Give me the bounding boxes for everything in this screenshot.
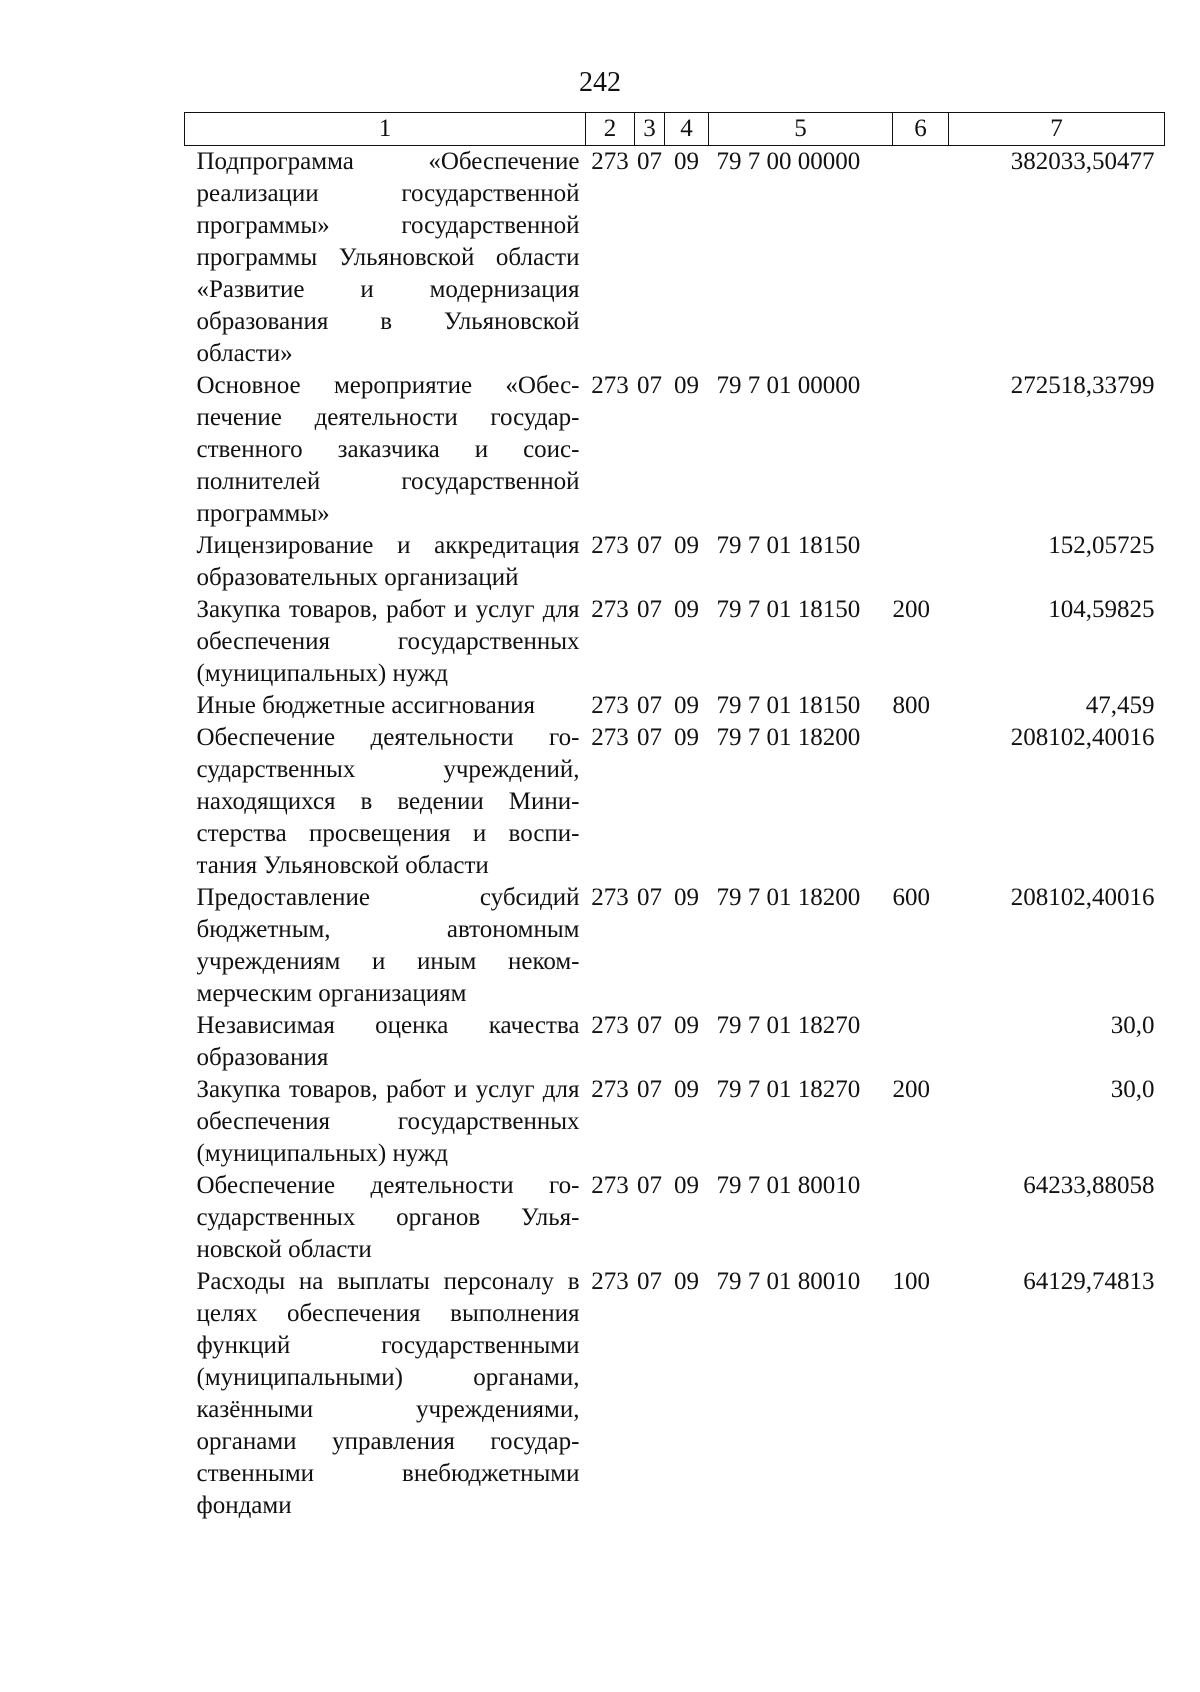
column-header: 5 (709, 113, 893, 146)
column-number-header-row (185, 113, 1165, 146)
row-expense-type-cell (893, 1170, 949, 1266)
row-section-cell: 07 (637, 724, 662, 751)
column-header: 3 (635, 113, 665, 146)
row-subsection-cell: 09 (674, 884, 699, 911)
row-amount-cell: 64129,74813 (1023, 1268, 1155, 1295)
row-subsection-cell: 09 (674, 1268, 699, 1295)
row-name-cell: Подпрограмма «Обеспечение реализации государственной программы» государственной программы Ульяновской области «Развитие и модернизация образования в Ульяновской области» (196, 148, 580, 367)
column-header: 6 (893, 113, 949, 146)
row-target-article-cell: 79 7 01 18150 (716, 532, 861, 559)
row-code-cell: 273 (591, 532, 629, 559)
row-target-article-cell: 79 7 01 18270 (716, 1076, 861, 1103)
row-expense-type-cell (893, 370, 949, 530)
table-row (185, 1170, 1165, 1266)
row-target-article-cell: 79 7 01 18270 (716, 1012, 861, 1039)
row-name-cell: Закупка товаров, работ и услуг для обеспечения государственных (муниципальных) нужд (196, 1076, 580, 1167)
column-header: 7 (949, 113, 1165, 146)
row-code-cell: 273 (591, 148, 629, 175)
row-target-article-cell: 79 7 01 18150 (716, 692, 861, 719)
row-code-cell: 273 (591, 596, 629, 623)
row-code-cell: 273 (591, 1172, 629, 1199)
table-row (185, 370, 1165, 530)
row-subsection-cell: 09 (674, 532, 699, 559)
row-target-article-cell: 79 7 01 18200 (716, 884, 861, 911)
row-name-cell: Независимая оценка качества образования (196, 1012, 580, 1071)
row-name-cell: Предоставление субсидий бюджетным, автономным учреждениям и иным некоммерческим организациям (196, 884, 580, 1007)
row-section-cell: 07 (637, 884, 662, 911)
row-section-cell: 07 (637, 596, 662, 623)
table-row (185, 1074, 1165, 1170)
row-section-cell: 07 (637, 532, 662, 559)
row-amount-cell: 152,05725 (1048, 532, 1155, 559)
row-amount-cell: 208102,40016 (1010, 884, 1155, 911)
row-expense-type-cell: 100 (892, 1268, 930, 1295)
column-header: 1 (185, 113, 586, 146)
row-amount-cell: 272518,33799 (1010, 372, 1155, 399)
row-subsection-cell: 09 (674, 372, 699, 399)
table-row (185, 882, 1165, 1010)
row-section-cell: 07 (637, 1268, 662, 1295)
row-code-cell: 273 (591, 1076, 629, 1103)
row-subsection-cell: 09 (674, 148, 699, 175)
row-expense-type-cell (893, 530, 949, 594)
row-target-article-cell: 79 7 00 00000 (716, 148, 861, 175)
row-expense-type-cell: 200 (892, 596, 930, 623)
row-subsection-cell: 09 (674, 692, 699, 719)
row-target-article-cell: 79 7 01 80010 (716, 1268, 861, 1295)
table-row (185, 146, 1165, 371)
column-header: 2 (586, 113, 635, 146)
table-row (185, 594, 1165, 690)
table-row (185, 722, 1165, 882)
row-amount-cell: 382033,50477 (1010, 148, 1155, 175)
column-header: 4 (665, 113, 709, 146)
row-expense-type-cell: 800 (892, 692, 930, 719)
table-row (185, 530, 1165, 594)
page-number: 242 (579, 67, 621, 98)
table-row (185, 1010, 1165, 1074)
row-subsection-cell: 09 (674, 724, 699, 751)
row-name-cell: Расходы на выплаты персоналу в целях обеспечения выполнения функций государственными (муниципальными) органами, казёнными учреждениями, органами управления государственными внебюджетными фондами (196, 1268, 580, 1519)
row-expense-type-cell (893, 1010, 949, 1074)
row-name-cell: Закупка товаров, работ и услуг для обеспечения государственных (муниципальных) нужд (196, 596, 580, 687)
row-subsection-cell: 09 (674, 596, 699, 623)
row-target-article-cell: 79 7 01 00000 (716, 372, 861, 399)
row-subsection-cell: 09 (674, 1012, 699, 1039)
row-code-cell: 273 (591, 884, 629, 911)
row-amount-cell: 30,0 (1110, 1012, 1155, 1039)
row-amount-cell: 47,459 (1085, 692, 1155, 719)
row-subsection-cell: 09 (674, 1076, 699, 1103)
row-amount-cell: 104,59825 (1048, 596, 1155, 623)
row-code-cell: 273 (591, 724, 629, 751)
row-section-cell: 07 (637, 1172, 662, 1199)
row-name-cell: Обеспечение деятельности государственных органов Ульяновской области (196, 1172, 580, 1263)
table-body (185, 146, 1165, 1523)
row-name-cell: Иные бюджетные ассигнования (196, 692, 536, 719)
row-section-cell: 07 (637, 1012, 662, 1039)
row-code-cell: 273 (591, 1268, 629, 1295)
row-code-cell: 273 (591, 692, 629, 719)
row-section-cell: 07 (637, 372, 662, 399)
budget-table (184, 112, 1165, 1522)
row-code-cell: 273 (591, 372, 629, 399)
row-section-cell: 07 (637, 692, 662, 719)
row-section-cell: 07 (637, 148, 662, 175)
row-code-cell: 273 (591, 1012, 629, 1039)
row-expense-type-cell (893, 722, 949, 882)
table-row (185, 1266, 1165, 1522)
row-name-cell: Обеспечение деятельности государственных учреждений, находящихся в ведении Министерства просвещения и воспитания Ульяновской области (196, 724, 580, 879)
row-target-article-cell: 79 7 01 80010 (716, 1172, 861, 1199)
row-name-cell: Основное мероприятие «Обеспечение деятельности государственного заказчика и соисполнителей государственной программы» (196, 372, 580, 527)
row-target-article-cell: 79 7 01 18150 (716, 596, 861, 623)
row-expense-type-cell: 600 (892, 884, 930, 911)
row-amount-cell: 30,0 (1110, 1076, 1155, 1103)
table-row (185, 690, 1165, 722)
row-amount-cell: 64233,88058 (1023, 1172, 1155, 1199)
row-name-cell: Лицензирование и аккредитация образовательных организаций (196, 532, 580, 591)
row-expense-type-cell (893, 146, 949, 371)
row-amount-cell: 208102,40016 (1010, 724, 1155, 751)
row-section-cell: 07 (637, 1076, 662, 1103)
row-target-article-cell: 79 7 01 18200 (716, 724, 861, 751)
row-expense-type-cell: 200 (892, 1076, 930, 1103)
row-subsection-cell: 09 (674, 1172, 699, 1199)
